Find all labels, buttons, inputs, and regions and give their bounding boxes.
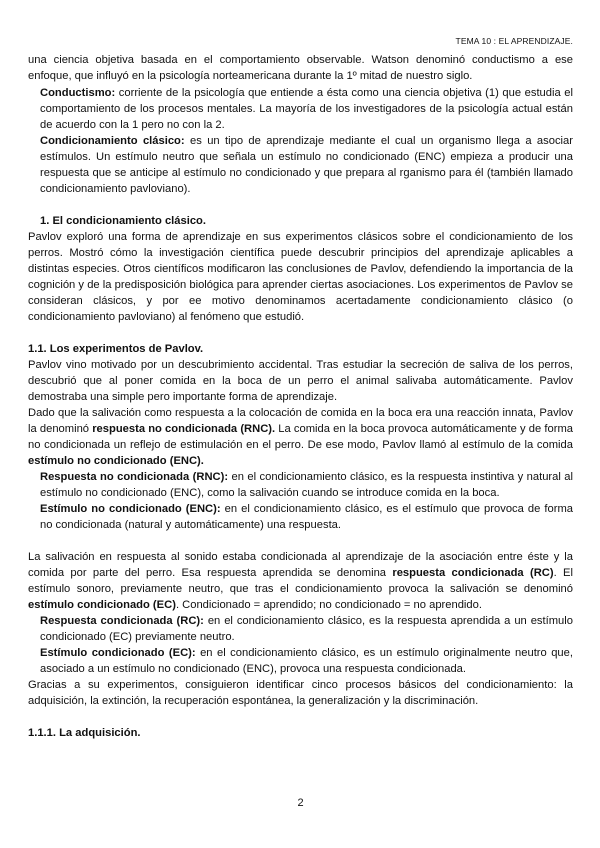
definition-text: en el condicionamiento clásico, es la respuesta aprendida a un estímulo condicionado (EC) previamente neutro. (40, 615, 573, 643)
running-header: TEMA 10 : EL APRENDIZAJE. (455, 36, 573, 46)
page-number: 2 (297, 797, 304, 809)
section-1-1-1-title: 1.1.1. La adquisición. (28, 727, 141, 739)
definition-text: es un tipo de aprendizaje mediante el cual un organismo llega a asociar estímulos. Un estímulo neutro que señala un estímulo no condicionado (ENC) empieza a producir una respuesta que se anticipe al estímulo no condicionado y que prepara al rganismo para él (también llamado condicionamiento pavloviano). (40, 135, 573, 195)
definition-term: Estímulo condicionado (EC): (40, 647, 196, 659)
definition-term: Respuesta condicionada (RC): (40, 615, 204, 627)
definition-text: en el condicionamiento clásico, es la respuesta instintiva y natural al estímulo no condicionado (ENC), como la salivación cuando se introduce comida en la boca. (40, 471, 573, 499)
section-1-1-paragraph-1: Pavlov vino motivado por un descubrimiento accidental. Tras estudiar la secreción de saliva de los perros, descubrió que al poner comida en la boca de un perro el animal salivaba automáticamente. Pavlov demostraba una simple pero importante forma de aprendizaje. (28, 359, 573, 403)
bold-term: estímulo no condicionado (ENC). (28, 455, 204, 467)
section-1-1-paragraph-2 (28, 405, 573, 469)
definition-ec (28, 645, 573, 677)
definition-term: Conductismo: (40, 87, 116, 99)
definition-text: en el condicionamiento clásico, es un estímulo originalmente neutro que, asociado a un estímulo no condicionado (ENC), provoca una respuesta condicionada. (40, 647, 573, 675)
definition-rc (28, 613, 573, 645)
bold-term: estímulo condicionado (EC) (28, 599, 176, 611)
bold-term: respuesta condicionada (RC) (392, 567, 554, 579)
text-run: La comida en la boca provoca automáticamente y de forma no condicionada un reflejo de estimulación en el perro. De ese modo, Pavlov llamó al estímulo de la comida (28, 423, 573, 451)
definition-term: Respuesta no condicionada (RNC): (40, 471, 229, 483)
section-1-1-paragraph-3 (28, 549, 573, 613)
definition-condicionamiento-clasico (28, 133, 573, 197)
section-1-title: 1. El condicionamiento clásico. (40, 215, 206, 227)
definition-text: en el condicionamiento clásico, es el estímulo que provoca de forma no condicionada (natural y automáticamente) una respuesta. (40, 503, 574, 531)
definition-term: Estímulo no condicionado (ENC): (40, 503, 221, 515)
definition-rnc (28, 469, 573, 501)
definition-enc (28, 501, 573, 533)
definition-conductismo (28, 85, 573, 133)
text-run: . El estímulo sonoro, previamente neutro, que tras el condicionamiento provoca la salivación se denominó (28, 567, 573, 595)
section-1-1-title: 1.1. Los experimentos de Pavlov. (28, 343, 204, 355)
section-1-1-paragraph-4: Gracias a su experimentos, consiguieron identificar cinco procesos básicos del condicionamiento: la adquisición, la extinción, la recuperación espontánea, la generalización y la discriminación. (28, 679, 573, 707)
text-run: La salivación en respuesta al sonido estaba condicionada al aprendizaje de la asociación entre éste y la comida por parte del perro. Esa respuesta aprendida se denomina (28, 551, 573, 579)
text-run: . Condicionado = aprendido; no condicionado = no aprendido. (175, 599, 482, 611)
section-1-text: Pavlov exploró una forma de aprendizaje en sus experimentos clásicos sobre el condicionamiento de los perros. Mostró cómo la investigación científica puede descubrir principios del aprendizaje aplicables a distintas especies. Otros científicos modificaron las conclusiones de Pavlov, defendiendo la importancia de la cognición y de la predisposición biológica para aprender ciertas asociaciones. Los experimentos de Pavlov se consideran clásicos, y por ee motivo denominamos acertadamente condicionamiento clásico (o condicionamiento pavloviano) al fenómeno que estudió. (28, 231, 573, 323)
definition-text: corriente de la psicología que entiende a ésta como una ciencia objetiva (1) que estudia el comportamiento de los procesos mentales. La mayoría de los investigadores de la psicología actual están de acuerdo con la 1 pero no con la 2. (40, 87, 573, 131)
bold-term: respuesta no condicionada (RNC). (92, 423, 276, 435)
text-run: Dado que la salivación como respuesta a la colocación de comida en la boca era una reacción innata, Pavlov la denominó (28, 407, 573, 435)
intro-paragraph: una ciencia objetiva basada en el comportamiento observable. Watson denominó conductismo a ese enfoque, que influyó en la psicología norteamericana durante la 1º mitad de nuestro siglo. (28, 54, 573, 82)
definition-term: Condicionamiento clásico: (40, 135, 185, 147)
